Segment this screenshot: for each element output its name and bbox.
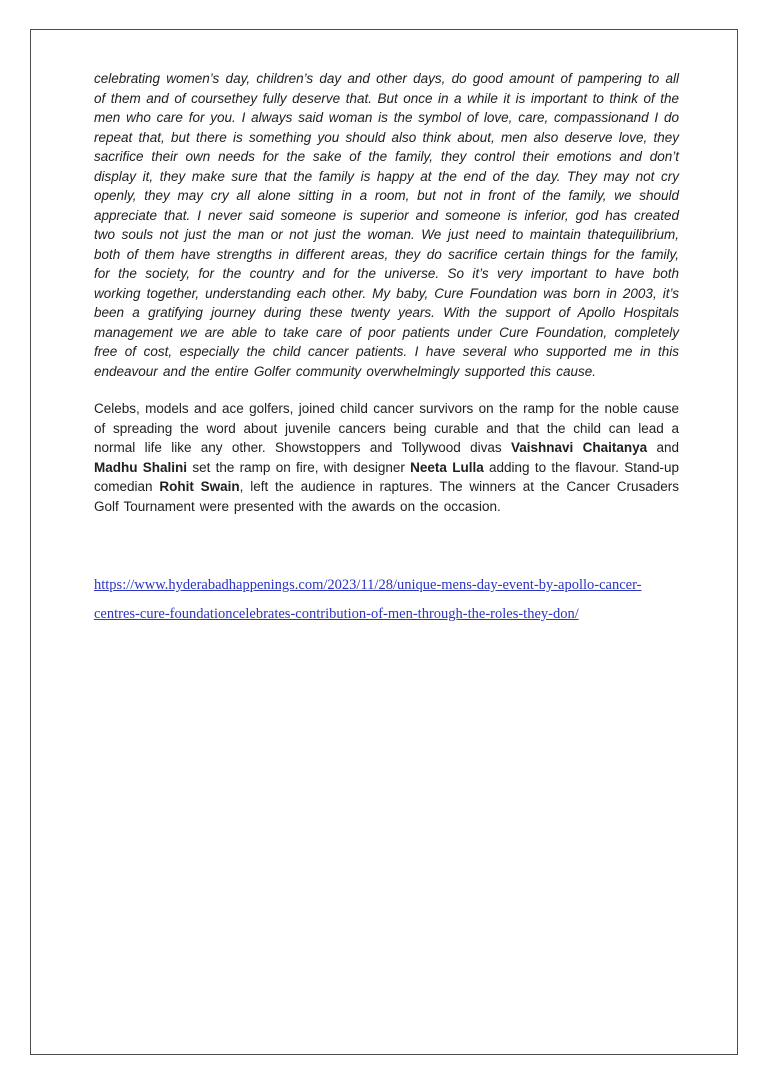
document-page <box>30 29 738 1055</box>
highlighted-name: Rohit Swain <box>159 479 240 494</box>
body-text: set the ramp on fire, with designer <box>187 459 411 475</box>
article-hyperlink[interactable]: https://www.hyderabadhappenings.com/2023/11/28/unique-mens-day-event-by-apollo-cancer-centres-cure-foundationcelebrates-contribution-of-men-through-the-roles-they-don/ <box>94 577 642 622</box>
body-paragraph <box>94 399 679 516</box>
document-content <box>94 69 679 629</box>
quote-paragraph: celebrating women’s day, children’s day and other days, do good amount of pampering to all of them and of coursethey fully deserve that. But once in a while it is important to think of the men who care for you. I always said woman is the symbol of love, care, compassionand I do repeat that, but there is something you should also think about, men also deserve love, they sacrifice their own needs for the sake of the family, they control their emotions and don’t display it, they make sure that the family is happy at the end of the day. They may not cry openly, they may cry all alone sitting in a room, but not in front of the family, we should appreciate that. I never said someone is superior and someone is inferior, god has created two souls not just the man or not just the woman. We just need to maintain thatequilibrium, both of them have strengths in different areas, they do sacrifice certain things for the family, for the society, for the country and for the universe. So it’s very important to have both working together, understanding each other. My baby, Cure Foundation was born in 2003, it’s been a gratifying journey during these twenty years. With the support of Apollo Hospitals management we are able to take care of poor patients under Cure Foundation, completely free of cost, especially the child cancer patients. I have several who supported me in this endeavour and the entire Golfer community overwhelmingly supported this cause. <box>94 71 679 379</box>
body-text: and <box>647 440 679 455</box>
article-link-paragraph <box>94 571 679 629</box>
highlighted-name: Neeta Lulla <box>410 459 484 475</box>
body-text: adding to the flavour. Stand-up comedian <box>94 459 680 494</box>
highlighted-name: Vaishnavi Chaitanya <box>510 440 648 455</box>
highlighted-name: Madhu Shalini <box>94 459 188 475</box>
body-text: , left the audience in raptures. The winners at the Cancer Crusaders Golf Tournament were presented with the awards on the occasion. <box>94 479 679 514</box>
body-text: Celebs, models and ace golfers, joined child cancer survivors on the ramp for the noble cause of spreading the word about juvenile cancers being curable and that the child can lead a normal life like any other. Showstoppers and Tollywood divas <box>94 401 679 455</box>
